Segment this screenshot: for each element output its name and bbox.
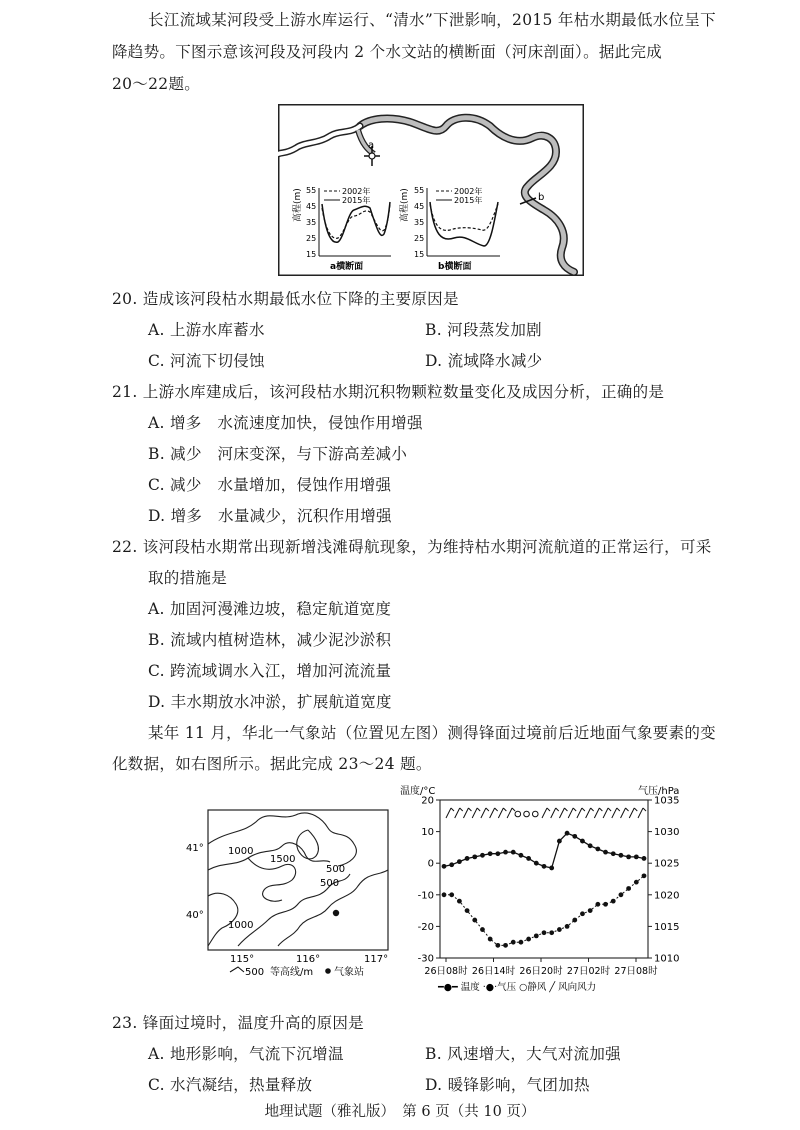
q20-option-b: B. 河段蒸发加剧 [425,321,542,339]
legend-contour-value: 500 [245,967,265,978]
pressure-point [634,880,639,885]
q23-option-d: D. 暖锋影响，气团加热 [425,1076,590,1094]
pressure-point [580,911,585,916]
pressure-point [495,943,500,948]
pressure-point [619,892,624,897]
temperature-point [480,853,485,858]
pressure-point [595,902,600,907]
legend-a-2015: 2015年 [342,196,371,205]
temperature-point [549,866,554,871]
pressure-point [549,930,554,935]
q21-option-d: D. 增多 水量减少，沉积作用增强 [148,507,392,525]
q20-option-d: D. 流域降水减少 [425,352,543,370]
lon-116: 116° [296,954,321,965]
wind-barb-mark [481,808,489,818]
ytick-label: 10 [421,827,434,839]
temperature-point [449,862,454,867]
ytick-b-35: 35 [414,218,425,227]
legend-b-2002: 2002年 [454,187,483,196]
ytick-b-55: 55 [414,186,425,195]
temperature-point [565,831,570,836]
temperature-line [444,833,644,868]
xtick-label: 27日08时 [614,966,658,977]
q23-option-b: B. 风速增大，大气对流加强 [425,1045,621,1063]
legend-contour-label: 等高线/m [270,967,314,978]
temperature-point [595,847,600,852]
temperature-point [557,839,562,844]
wind-barb-mark [498,808,506,818]
intro-line-2: 降趋势。下图示意该河段及河段内 2 个水文站的横断面（河床剖面）。据此完成 [112,43,663,61]
q20-stem: 20. 造成该河段枯水期最低水位下降的主要原因是 [112,290,459,308]
wind-barb-mark [621,808,629,818]
page-footer: 地理试题（雅礼版） 第 6 页（共 10 页） [264,1104,536,1120]
y2tick-label: 1020 [654,890,680,902]
wind-calm-mark [515,811,521,817]
ytick-a-45: 45 [306,202,317,211]
temperature-point [526,856,531,861]
wind-calm-mark [524,811,530,817]
q23-option-a: A. 地形影响，气流下沉增温 [148,1045,344,1063]
temperature-point [603,850,608,855]
wind-calm-mark [532,811,538,817]
pressure-point [449,892,454,897]
temperature-point [642,856,647,861]
wind-barb-mark [542,808,550,818]
pressure-point [472,918,477,923]
temperature-point [519,853,524,858]
pressure-point [534,933,539,938]
legend-station-dot [325,968,331,974]
ytick-a-55: 55 [306,186,317,195]
q22-stem-line-1: 22. 该河段枯水期常出现新增浅滩碍航现象，为维持枯水期河流航道的正常运行，可采 [112,538,712,556]
weather-chart [400,780,700,995]
xtick-label: 27日02时 [566,966,611,977]
contour-label-1000b: 1000 [228,920,254,931]
pressure-point [626,886,631,891]
pressure-point [442,892,447,897]
river-figure [278,104,584,276]
y2tick-label: 1015 [654,921,680,933]
pressure-point [557,927,562,932]
temperature-point [495,851,500,856]
q21-option-a: A. 增多 水流速度加快，侵蚀作用增强 [148,414,423,432]
temperature-point [588,843,593,848]
weather-station-dot [333,910,339,916]
pressure-point [572,918,577,923]
station-b-label: b [538,192,545,203]
wind-barb-mark [559,808,567,818]
intro-line-1: 长江流域某河段受上游水库运行、“清水”下泄影响，2015 年枯水期最低水位呈下 [148,11,716,29]
pressure-point [488,937,493,942]
pressure-point [542,930,547,935]
ytick-b-15: 15 [414,250,425,259]
xtick-label: 26日14时 [471,966,516,977]
legend-station-label: 气象站 [334,967,364,978]
wind-barb-mark [629,808,637,818]
temperature-point [442,864,447,869]
y2tick-label: 1010 [654,953,680,965]
q20-option-c: C. 河流下切侵蚀 [148,352,265,370]
q21-option-c: C. 减少 水量增加，侵蚀作用增强 [148,476,392,494]
chart-legend: ━●━ 温度 ·●·气压 ○静风 ╱ 风向风力 [438,982,597,993]
lat-40: 40° [186,910,204,921]
caption-a: a横断面 [330,262,364,272]
pressure-point [526,937,531,942]
temperature-point [488,851,493,856]
temperature-point [465,856,470,861]
temperature-point [634,854,639,859]
legend-contour-icon [230,967,244,972]
wind-barb-mark [577,808,585,818]
intro2-line-1: 某年 11 月，华北一气象站（位置见左图）测得锋面过境前后近地面气象要素的变 [148,724,716,742]
q21-stem: 21. 上游水库建成后，该河段枯水期沉积物颗粒数量变化及成因分析，正确的是 [112,383,665,401]
wind-barb-mark [638,808,646,818]
temperature-point [580,839,585,844]
wind-barb-mark [586,808,594,818]
wind-barb-mark [594,808,602,818]
chart-y2label: 气压/hPa [638,786,680,797]
temperature-point [542,864,547,869]
ytick-label: -10 [417,890,434,902]
contour-label-1500: 1500 [270,854,296,865]
legend-a-2002: 2002年 [342,187,371,196]
q22-option-b: B. 流域内植树造林，减少泥沙淤积 [148,631,392,649]
lon-117: 117° [364,954,389,965]
wind-barb-mark [603,808,611,818]
station-a-label: a [368,140,375,151]
wind-barb-mark [455,808,463,818]
ytick-a-25: 25 [306,234,317,243]
intro2-line-2: 化数据，如右图所示。据此完成 23～24 题。 [112,755,432,773]
temperature-point [472,854,477,859]
temperature-point [611,851,616,856]
temperature-point [511,850,516,855]
pressure-point [611,899,616,904]
wind-barb-mark [507,808,515,818]
pressure-point [588,908,593,913]
wind-barb-mark [551,808,559,818]
temperature-point [572,834,577,839]
ytick-a-35: 35 [306,218,317,227]
wind-barb-mark [612,808,620,818]
pressure-point [603,902,608,907]
q23-stem: 23. 锋面过境时，温度升高的原因是 [112,1014,364,1032]
ytick-label: 20 [421,795,434,807]
caption-b: b横断面 [438,262,472,272]
q22-stem-line-2: 取的措施是 [148,569,228,587]
pressure-point [465,908,470,913]
temperature-point [457,859,462,864]
pressure-point [480,927,485,932]
ylabel-b: 高程(m) [400,188,410,222]
wind-barb-mark [463,808,471,818]
q22-option-d: D. 丰水期放水冲淤，扩展航道宽度 [148,693,392,711]
temperature-point [503,850,508,855]
q22-option-a: A. 加固河漫滩边坡，稳定航道宽度 [148,600,392,618]
chart-ylabel: 温度/°C [400,786,436,797]
q20-option-a: A. 上游水库蓄水 [148,321,265,339]
legend-b-2015: 2015年 [454,196,483,205]
ytick-b-25: 25 [414,234,425,243]
temperature-point [534,861,539,866]
pressure-point [511,940,516,945]
y2tick-label: 1030 [654,827,680,839]
ytick-a-15: 15 [306,250,317,259]
pressure-point [519,940,524,945]
q22-option-c: C. 跨流域调水入江，增加河流流量 [148,662,392,680]
y2tick-label: 1035 [654,795,680,807]
contour-map [178,800,400,980]
ytick-label: -30 [417,953,434,965]
xtick-label: 26日08时 [424,966,468,977]
q23-option-c: C. 水汽凝结，热量释放 [148,1076,313,1094]
lon-115: 115° [230,954,255,965]
xtick-label: 26日20时 [519,966,563,977]
intro-line-3: 20～22题。 [112,75,201,93]
wind-barb-mark [446,808,454,818]
contour-label-500b: 500 [320,878,340,889]
wind-barb-mark [472,808,480,818]
ytick-b-45: 45 [414,202,425,211]
ytick-label: 0 [427,858,434,870]
pressure-point [503,943,508,948]
temperature-point [619,853,624,858]
pressure-point [642,873,647,878]
ylabel-a: 高程(m) [293,188,303,222]
temperature-point [626,854,631,859]
pressure-point [457,899,462,904]
contour-label-500a: 500 [326,864,346,875]
q21-option-b: B. 减少 河床变深，与下游高差减小 [148,445,408,463]
contour-label-1000a: 1000 [228,846,254,857]
pressure-point [565,924,570,929]
wind-barb-mark [490,808,498,818]
lat-41: 41° [186,843,204,854]
wind-barb-mark [568,808,576,818]
ytick-label: -20 [417,921,434,933]
y2tick-label: 1025 [654,858,680,870]
